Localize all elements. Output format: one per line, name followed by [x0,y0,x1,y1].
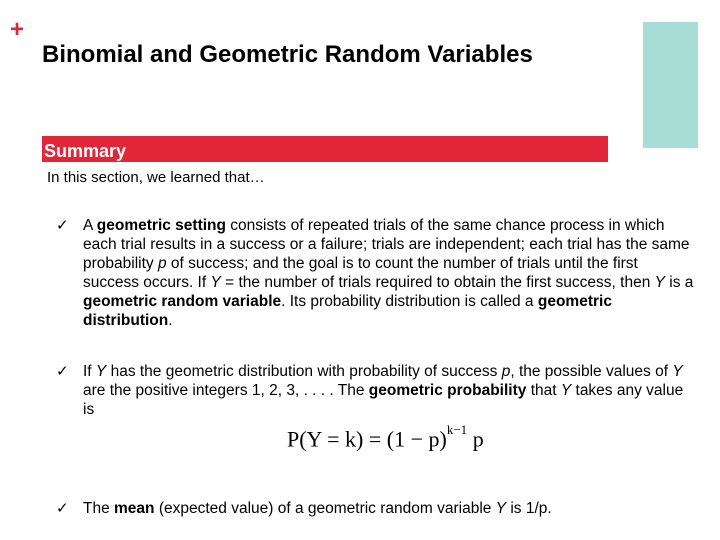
term-mean: mean [114,500,155,517]
bullet-geometric-probability: If Y has the geometric distribution with probability of success p, the possible values of Y are the positive integers 1, 2, 3, . . . . The geometric probability that Y takes any value is [83,363,684,418]
bullet-mean: The mean (expected value) of a geometric random variable Y is 1/p. [83,500,552,517]
summary-bar [42,136,608,162]
plus-icon: + [10,16,25,43]
term-geometric-random-variable: geometric random variable [83,293,282,310]
check-icon: ✓ [56,217,69,234]
bullet-geometric-setting: A geometric setting consists of repeated trials of the same chance process in which each trial results in a success or a failure; trials are independent; each trial has the same probability p of success; and the goal is to count the number of trials until the first success occurs. If Y = the number of trials required to obtain the first success, then Y is a geometric random variable. Its probability distribution is called a geometric distribution. [83,217,694,329]
geometric-probability-formula: $P(Y = k) = (1 - p)^{k-1}$ p [287,422,484,452]
term-geometric-probability: geometric probability [368,382,527,399]
check-icon: ✓ [56,363,69,380]
decorative-teal-block [643,22,698,148]
term-geometric-distribution: geometric distribution [83,293,612,329]
intro-text: In this section, we learned that… [47,169,265,186]
summary-label: Summary [44,141,127,161]
check-icon: ✓ [56,500,69,517]
term-geometric-setting: geometric setting [96,217,226,234]
slide-title: Binomial and Geometric Random Variables [42,41,533,68]
